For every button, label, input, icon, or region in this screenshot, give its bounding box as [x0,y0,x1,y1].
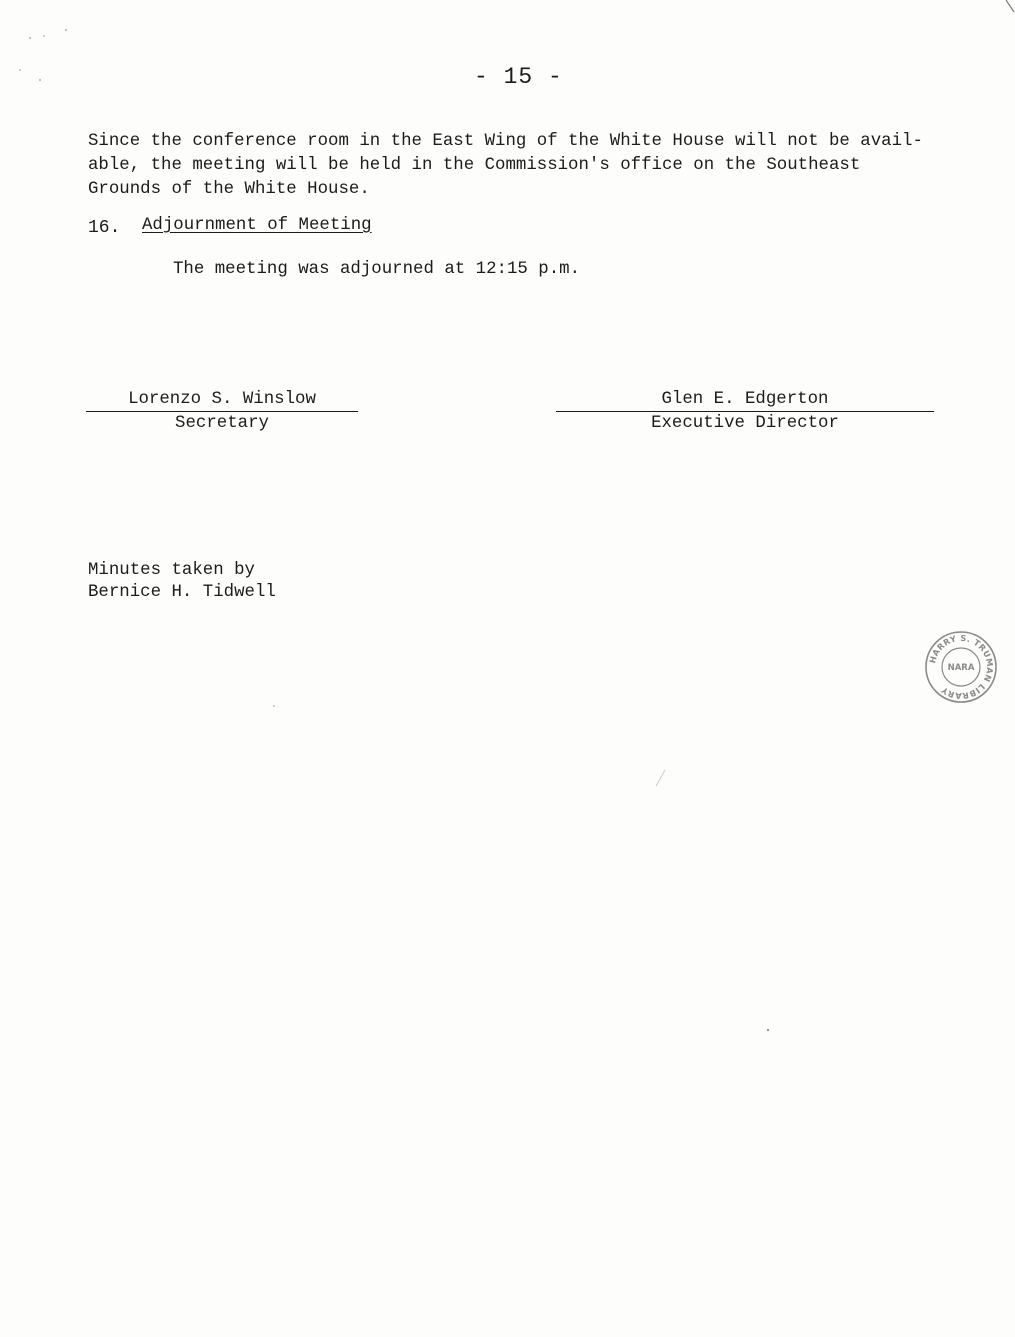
signature-name: Lorenzo S. Winslow [128,390,316,409]
signature-line [86,411,358,412]
signature-block-secretary [86,389,358,435]
body-paragraph [88,130,958,202]
adjournment-text: The meeting was adjourned at 12:15 p.m. [173,260,581,279]
minutes-taken-by [88,560,276,604]
signature-title: Secretary [175,414,269,433]
minutes-label: Minutes taken by [88,561,255,580]
signature-title: Executive Director [651,414,839,433]
library-stamp-icon [924,630,998,704]
item-number: 16. [88,218,121,238]
minutes-recorder: Bernice H. Tidwell [88,583,276,602]
signature-block-director [556,389,934,435]
stamp-outer-text: HARRY S. TRUMAN LIBRARY [927,632,996,702]
stamp-inner-text: NARA [947,663,975,673]
paragraph-line: able, the meeting will be held in the Commission's office on the Southeast [88,156,861,175]
paragraph-line: Grounds of the White House. [88,180,370,199]
paragraph-line: Since the conference room in the East Wing of the White House will not be avail- [88,132,923,151]
signature-line [556,411,934,412]
item-heading: Adjournment of Meeting [142,216,372,235]
signature-name: Glen E. Edgerton [661,390,829,409]
page-number: - 15 - [474,64,563,90]
